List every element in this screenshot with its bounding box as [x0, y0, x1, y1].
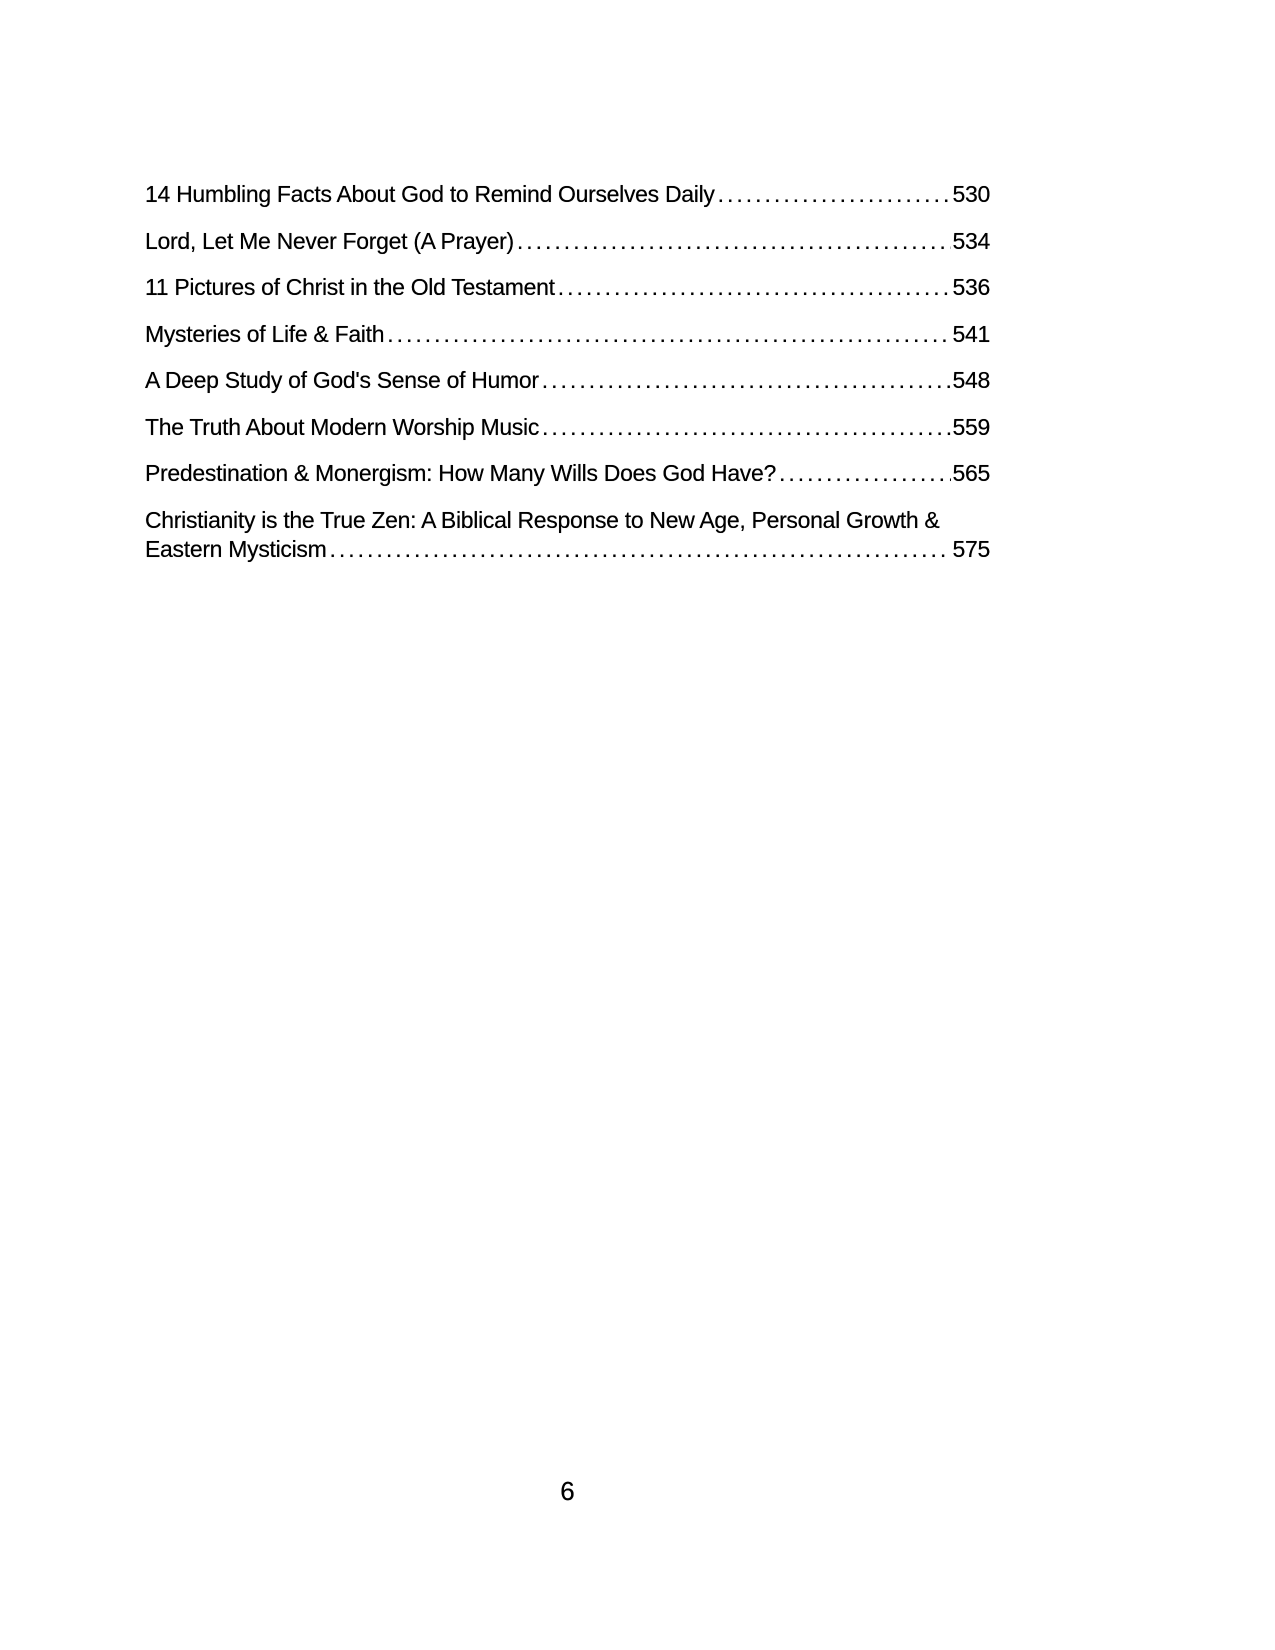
toc-entry — [145, 180, 990, 209]
toc-entry-row — [145, 227, 990, 256]
toc-entry-page-number: 548 — [952, 367, 990, 393]
dot-leader — [517, 227, 951, 256]
toc-entry-title: A Deep Study of God's Sense of Humor — [145, 367, 539, 393]
page-number-footer: 6 — [560, 1476, 575, 1506]
toc-entry-title: 14 Humbling Facts About God to Remind Ourselves Daily — [145, 181, 715, 207]
toc-entry-row — [145, 459, 990, 488]
toc-entry-row — [145, 180, 990, 209]
toc-entry-page-number: 565 — [952, 460, 990, 486]
toc-entry-page-number: 541 — [952, 320, 990, 347]
dot-leader — [558, 273, 951, 302]
toc-list — [145, 180, 990, 581]
dot-leader — [387, 320, 950, 349]
toc-entry-row — [145, 366, 990, 395]
dot-leader — [779, 459, 951, 488]
toc-entry-title: Lord, Let Me Never Forget (A Prayer) — [145, 227, 514, 254]
dot-leader — [542, 413, 951, 442]
toc-entry-page-number: 530 — [952, 181, 990, 207]
dot-leader — [718, 180, 951, 209]
toc-entry-row — [145, 535, 990, 564]
toc-entry-row — [145, 320, 990, 349]
toc-entry — [145, 413, 990, 442]
toc-entry-title: The Truth About Modern Worship Music — [145, 413, 540, 440]
toc-entry-row — [145, 273, 990, 302]
toc-entry — [145, 227, 990, 256]
toc-entry-page-number: 559 — [952, 413, 990, 440]
toc-entry-page-number: 534 — [952, 227, 990, 254]
toc-entry — [145, 506, 990, 564]
toc-entry-title: Mysteries of Life & Faith — [145, 320, 385, 347]
toc-entry-row — [145, 413, 990, 442]
toc-entry — [145, 366, 990, 395]
toc-entry-page-number: 536 — [952, 274, 990, 300]
dot-leader — [329, 535, 950, 564]
toc-entry — [145, 320, 990, 349]
toc-entry-page-number: 575 — [952, 535, 990, 562]
toc-entry-title-line: Christianity is the True Zen: A Biblical Response to New Age, Personal Growth & — [145, 506, 940, 533]
toc-entry-title: Eastern Mysticism — [145, 535, 327, 562]
toc-entry — [145, 459, 990, 488]
toc-entry — [145, 273, 990, 302]
toc-entry-title: Predestination & Monergism: How Many Wills Does God Have? — [145, 460, 776, 486]
dot-leader — [542, 366, 951, 395]
toc-entry-title: 11 Pictures of Christ in the Old Testament — [145, 274, 555, 300]
